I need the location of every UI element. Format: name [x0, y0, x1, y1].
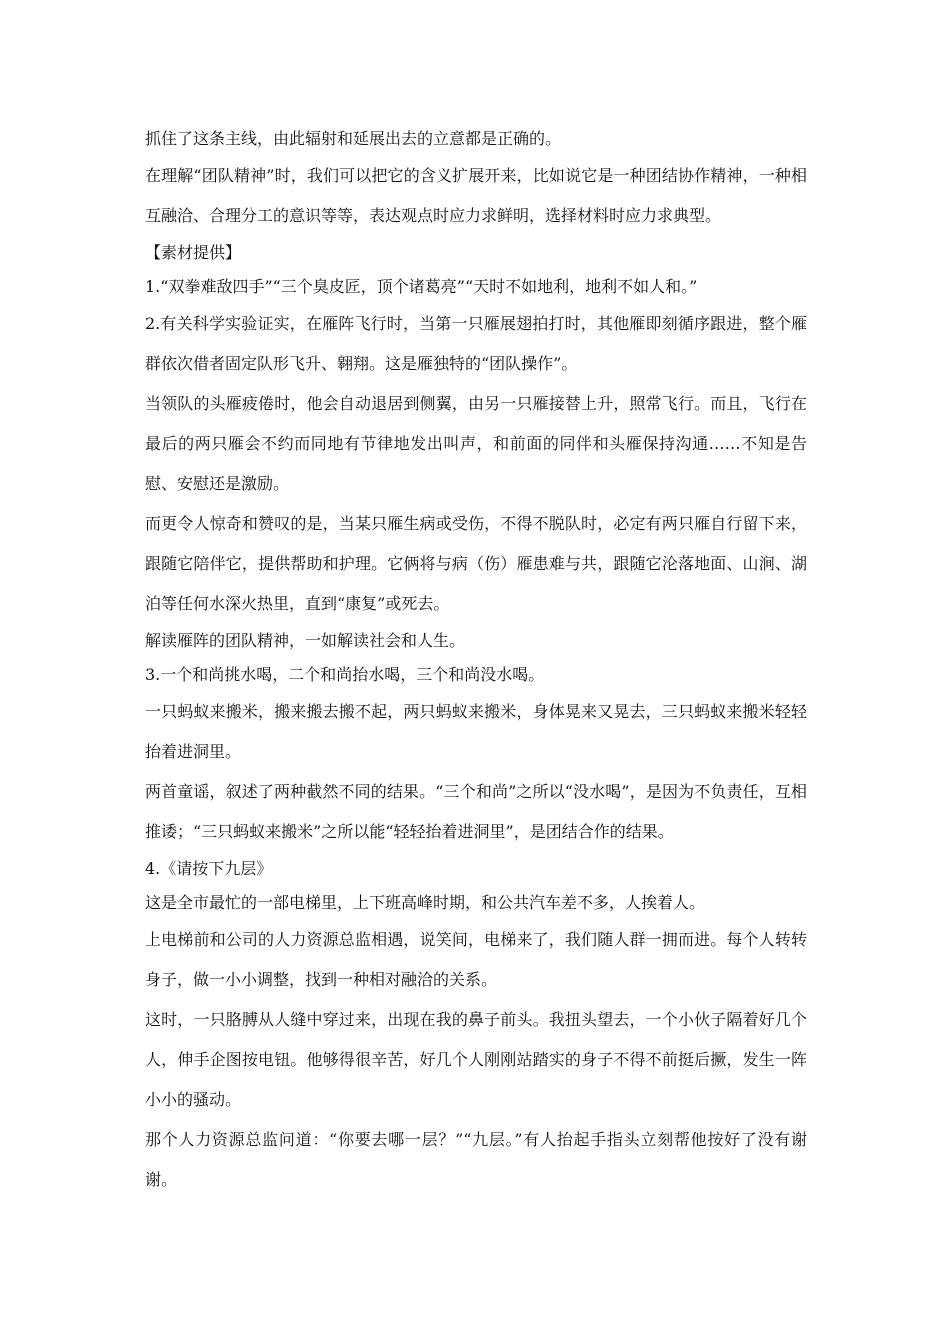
paragraph-6: 当领队的头雁疲倦时，他会自动退居到侧翼，由另一只雁接替上升，照常飞行。而且，飞行在最后的两只雁会不约而同地有节律地发出叫声，和前面的同伴和头雁保持沟通……不知是告慰、安慰还是激励。	[145, 394, 807, 493]
paragraph-8: 解读雁阵的团队精神，一如解读社会和人生。	[145, 631, 466, 650]
paragraph-14: 上电梯前和公司的人力资源总监相遇，说笑间，电梯来了，我们随人群一拥而进。每个人转转身子，做一小小调整，找到一种相对融洽的关系。	[145, 930, 807, 989]
paragraph-item-3: 3.一个和尚挑水喝，二个和尚抬水喝，三个和尚没水喝。	[145, 665, 545, 684]
paragraph-10: 一只蚂蚁来搬米，搬来搬去搬不起，两只蚂蚁来搬米，身体晃来又晃去，三只蚂蚁来搬米轻轻抬着进洞里。	[145, 702, 807, 761]
paragraph-item-1: 1.“双拳难敌四手”“三个臭皮匠，顶个诸葛亮”“天时不如地利，地利不如人和。”	[145, 277, 698, 296]
section-heading: 【素材提供】	[145, 243, 242, 262]
paragraph-11: 两首童谣，叙述了两种截然不同的结果。“三个和尚”之所以“没水喝”，是因为不负责任，互相推诿；“三只蚂蚁来搬米”之所以能“轻轻抬着进洞里”，是团结合作的结果。	[145, 782, 807, 841]
paragraph-15: 这时，一只胳膊从人缝中穿过来，出现在我的鼻子前头。我扭头望去，一个小伙子隔着好几个人，伸手企图按电钮。他够得很辛苦，好几个人刚刚站踏实的身子不得不前挺后撅，发生一阵小小的骚动。	[145, 1010, 807, 1109]
paragraph-2: 在理解“团队精神”时，我们可以把它的含义扩展开来，比如说它是一种团结协作精神，一种相互融洽、合理分工的意识等等，表达观点时应力求鲜明，选择材料时应力求典型。	[145, 166, 807, 225]
document-page	[145, 122, 807, 1200]
paragraph-item-2: 2.有关科学实验证实，在雁阵飞行时，当第一只雁展翅拍打时，其他雁即刻循序跟进，整个雁群依次借者固定队形飞升、翱翔。这是雁独特的“团队操作”。	[145, 314, 807, 373]
paragraph-1: 抓住了这条主线，由此辐射和延展出去的立意都是正确的。	[145, 129, 562, 148]
paragraph-item-4: 4.《请按下九层》	[145, 859, 273, 878]
paragraph-13: 这是全市最忙的一部电梯里，上下班高峰时期，和公共汽车差不多，人挨着人。	[145, 893, 706, 912]
paragraph-16: 那个人力资源总监问道：“你要去哪一层？”“九层。”有人抬起手指头立刻帮他按好了没有谢谢。	[145, 1130, 807, 1189]
paragraph-7: 而更令人惊奇和赞叹的是，当某只雁生病或受伤，不得不脱队时，必定有两只雁自行留下来，跟随它陪伴它，提供帮助和护理。它俩将与病（伤）雁患难与共，跟随它沦落地面、山涧、湖泊等任何水深火热里，直到“康复”或死去。	[145, 514, 807, 613]
